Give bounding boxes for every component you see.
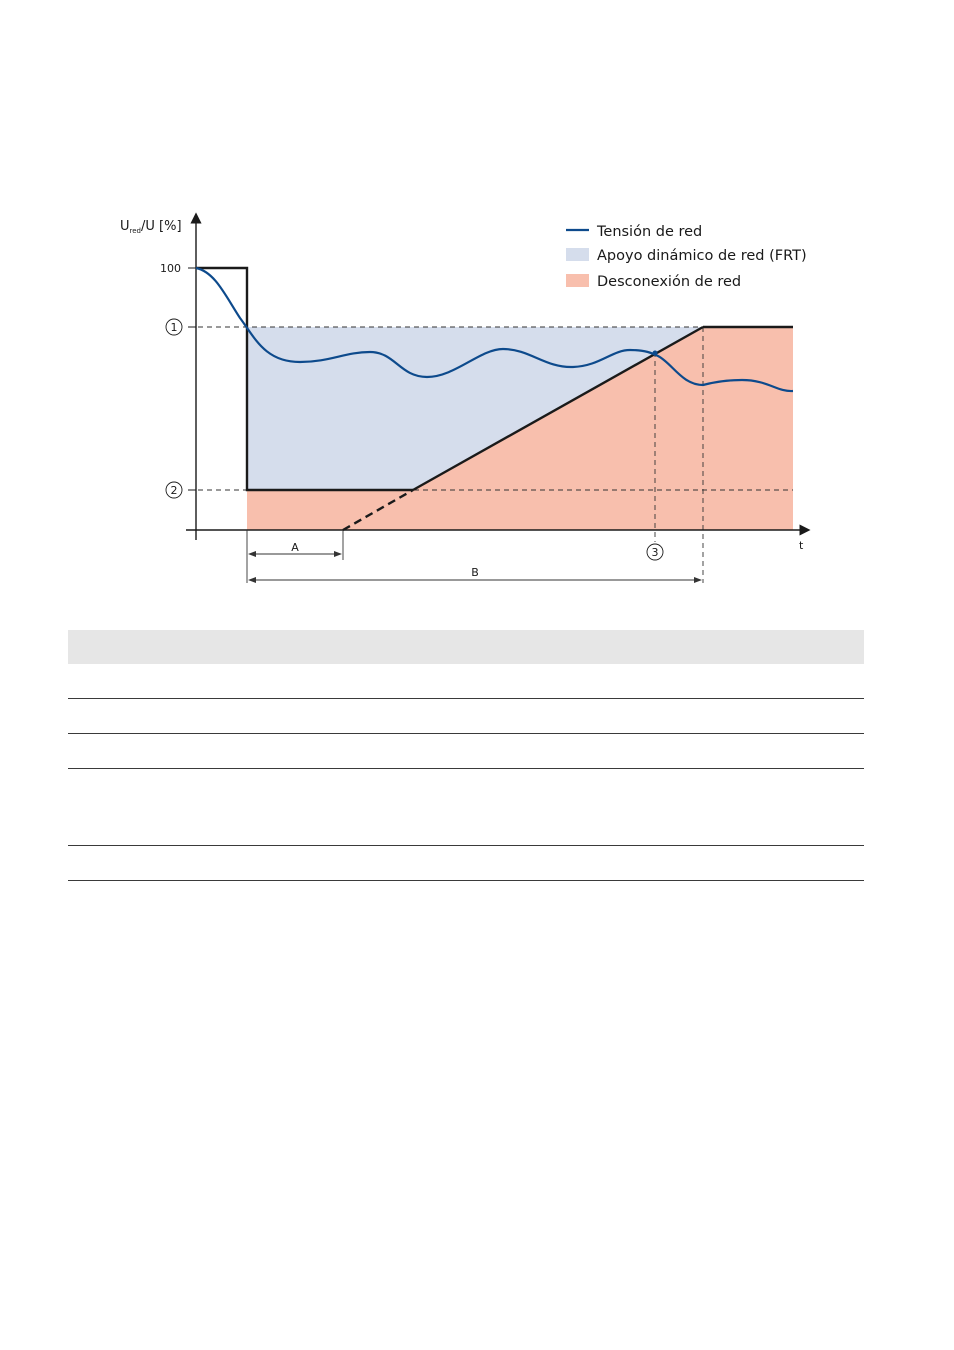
legend-frt-swatch — [566, 248, 589, 261]
dimension-B-arrow-left — [248, 577, 256, 583]
legend-label-voltage: Tensión de red — [597, 224, 703, 240]
y-axis-label: $U_{red}/U$ [%] — [120, 219, 182, 235]
table-row — [68, 734, 864, 769]
intersection-marker — [653, 351, 658, 356]
dimension-B-arrow-right — [694, 577, 702, 583]
tick-label-100: 100 — [160, 262, 181, 275]
table-row — [68, 699, 864, 734]
table-row — [68, 769, 864, 846]
frt-diagram — [0, 0, 954, 620]
legend-label-frt: Apoyo dinámico de red (FRT) — [597, 248, 807, 264]
table-row — [68, 846, 864, 881]
legend-label-disconnect: Desconexión de red — [597, 274, 742, 290]
dimension-A-arrow-left — [248, 551, 256, 557]
callout-3-label: 3 — [651, 546, 659, 559]
legend-disconnect-swatch — [566, 274, 589, 287]
callout-1-label: 1 — [170, 321, 178, 334]
callout-2-label: 2 — [170, 484, 178, 497]
parameter-table — [68, 630, 864, 881]
dimension-A-label: A — [291, 541, 299, 554]
table-row — [68, 664, 864, 699]
x-axis-label: t — [799, 539, 804, 552]
dimension-A-arrow-right — [334, 551, 342, 557]
dimension-B-label: B — [471, 566, 479, 579]
legend — [566, 224, 807, 290]
table-header — [68, 630, 864, 664]
